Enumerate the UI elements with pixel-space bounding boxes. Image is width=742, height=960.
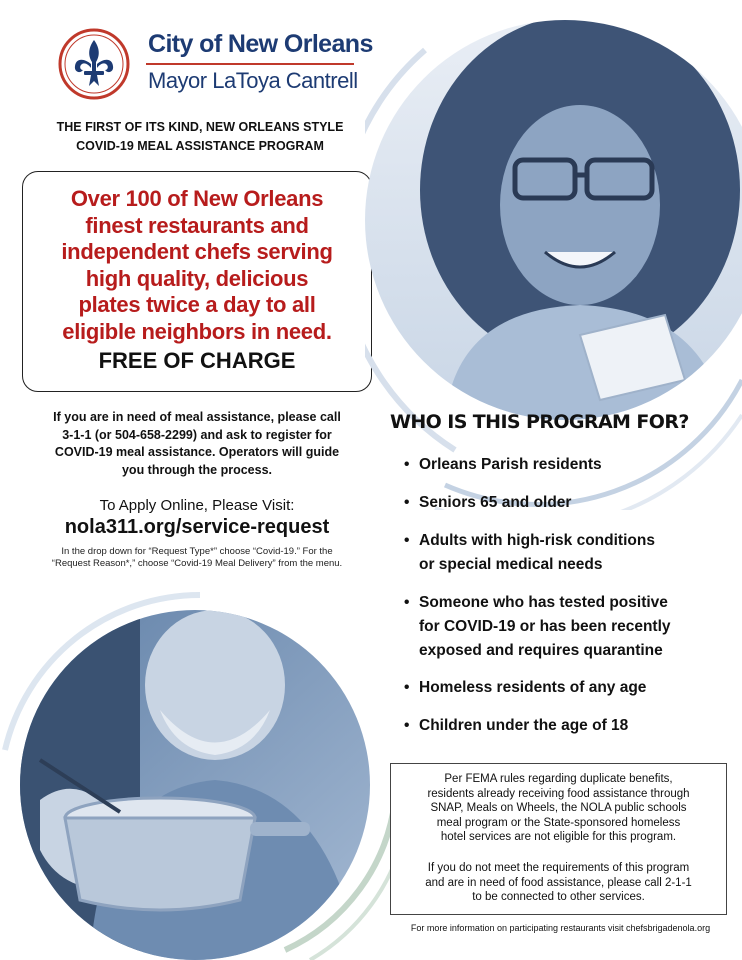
list-item — [404, 591, 734, 663]
list-item-line: Homeless residents of any age — [419, 679, 647, 696]
list-item — [404, 714, 734, 738]
list-item-line: or special medical needs — [419, 556, 603, 573]
list-item-line: Orleans Parish residents — [419, 456, 602, 473]
callout-line: eligible neighbors in need. — [62, 318, 332, 344]
dropdown-note-line: “Request Reason*,” choose “Covid-19 Meal Delivery” from the menu. — [51, 558, 343, 569]
fema-line: meal program or the State-sponsored homeless — [436, 816, 681, 829]
fleur-de-lis-seal-icon — [58, 28, 130, 100]
instruction-line: 3-1-1 (or 504-658-2299) and ask to register for — [62, 427, 332, 442]
fema-line: hotel services are not eligible for this program. — [440, 831, 677, 843]
fema-line: If you do not meet the requirements of this program — [427, 862, 690, 874]
child-photo — [365, 20, 742, 510]
fema-paragraph-2 — [397, 861, 720, 905]
tagline-line-2: COVID-19 MEAL ASSISTANCE PROGRAM — [76, 139, 324, 153]
list-item-line: Someone who has tested positive — [419, 594, 668, 611]
bullet-icon: • — [404, 717, 410, 734]
list-item — [404, 676, 734, 700]
dropdown-note-line: In the drop down for “Request Type*” choose “Covid-19.” For the — [61, 546, 333, 557]
list-item-line: Seniors 65 and older — [419, 494, 572, 511]
fema-line: and are in need of food assistance, please call 2-1-1 — [425, 876, 692, 889]
bullet-icon: • — [404, 532, 410, 549]
fema-line: Per FEMA rules regarding duplicate benefits, — [444, 773, 673, 785]
list-item-line: Children under the age of 18 — [419, 717, 629, 734]
apply-online-link[interactable]: nola311.org/service-request — [64, 516, 330, 538]
instruction-line: If you are in need of meal assistance, please call — [53, 410, 341, 424]
fema-paragraph-1 — [397, 772, 720, 845]
callout-text — [23, 186, 371, 345]
instruction-line: you through the process. — [121, 462, 272, 477]
title-divider — [146, 63, 354, 65]
fema-line: to be connected to other services. — [472, 891, 645, 903]
senior-man-photo — [0, 590, 410, 960]
tagline-line-1: THE FIRST OF ITS KIND, NEW ORLEANS STYLE — [56, 120, 344, 134]
city-title: City of New Orleans — [148, 30, 373, 58]
bullet-icon: • — [404, 456, 410, 473]
list-item — [404, 529, 734, 577]
list-item-line: for COVID-19 or has been recently — [419, 618, 671, 635]
callout-line: finest restaurants and — [85, 212, 309, 238]
callout-line: Over 100 of New Orleans — [70, 186, 324, 211]
bullet-icon: • — [404, 594, 410, 611]
dropdown-instructions — [22, 546, 372, 570]
instruction-line: COVID-19 meal assistance. Operators will guide — [54, 445, 340, 459]
list-item-line: exposed and requires quarantine — [419, 642, 663, 659]
callout-line: high quality, delicious — [85, 265, 309, 291]
who-is-this-for-heading: WHO IS THIS PROGRAM FOR? — [390, 411, 689, 433]
bullet-icon: • — [404, 679, 410, 696]
program-callout-box — [22, 171, 372, 392]
callout-line: independent chefs serving — [61, 239, 333, 264]
free-of-charge-label: FREE OF CHARGE — [98, 348, 296, 373]
mayor-name: Mayor LaToya Cantrell — [148, 68, 358, 93]
fema-line: SNAP, Meals on Wheels, the NOLA public schools — [430, 802, 687, 814]
list-item — [404, 491, 734, 515]
list-item — [404, 453, 734, 477]
footer-more-info: For more information on participating restaurants visit chefsbrigadenola.org — [410, 923, 711, 933]
apply-online-label: To Apply Online, Please Visit: — [99, 497, 295, 514]
phone-instructions — [22, 409, 372, 479]
list-item-line: Adults with high-risk conditions — [419, 532, 655, 549]
fema-notice-box — [390, 763, 727, 915]
city-logo — [58, 26, 373, 106]
bullet-icon: • — [404, 494, 410, 511]
callout-line: plates twice a day to all — [78, 292, 316, 317]
fema-line: residents already receiving food assistance through — [427, 787, 690, 800]
